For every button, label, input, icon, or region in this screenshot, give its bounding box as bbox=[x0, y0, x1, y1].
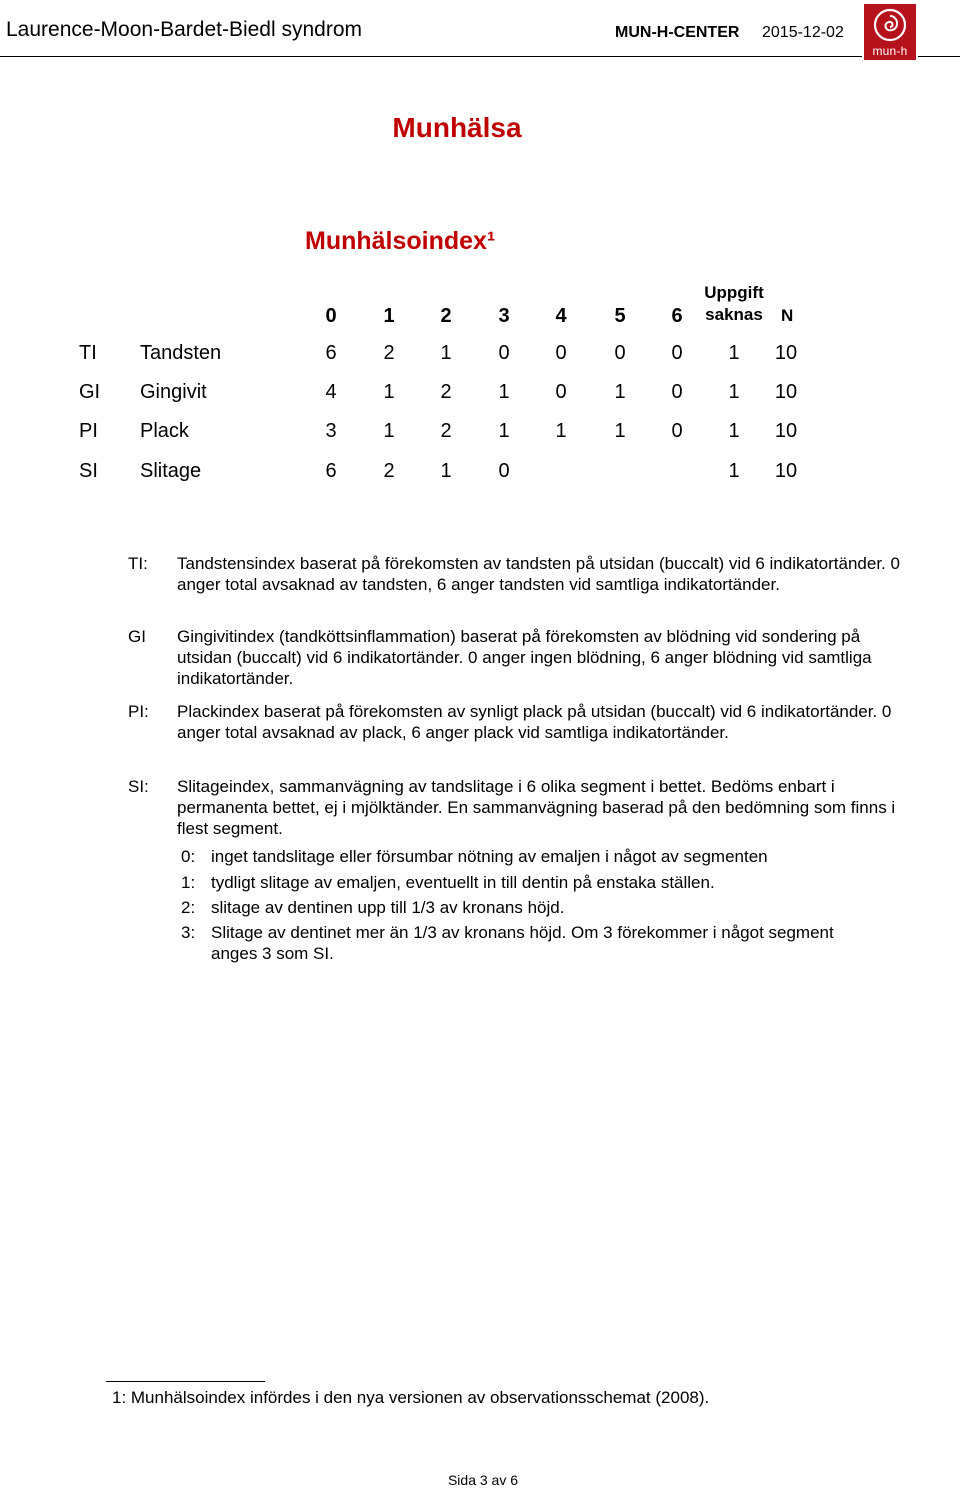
missing-header-line2: saknas bbox=[705, 305, 763, 324]
table-cell: 0 bbox=[671, 381, 683, 403]
table-cell: 1 bbox=[498, 420, 510, 442]
table-cell: 4 bbox=[325, 381, 337, 403]
header-divider bbox=[0, 56, 862, 57]
table-cell: 1 bbox=[498, 381, 510, 403]
table-cell: 0 bbox=[671, 342, 683, 364]
wear-scale-description: Slitage av dentinet mer än 1/3 av kronans höjd. Om 3 förekommer i något segment anges 3 som SI. bbox=[211, 923, 834, 963]
row-name: Plack bbox=[140, 420, 189, 442]
row-name: Slitage bbox=[140, 460, 202, 482]
table-cell: 1 bbox=[614, 420, 626, 442]
wear-scale-description: inget tandslitage eller försumbar nötning av emaljen i något av segmenten bbox=[211, 847, 768, 866]
missing-count-cell: 1 bbox=[728, 381, 740, 403]
wear-scale-description: slitage av dentinen upp till 1/3 av kronans höjd. bbox=[211, 898, 565, 917]
table-cell: 6 bbox=[325, 342, 337, 364]
document-date: 2015-12-02 bbox=[762, 24, 844, 41]
n-count-cell: 10 bbox=[774, 381, 798, 403]
score-column-header: 0 bbox=[325, 305, 337, 327]
footnote: 1: Munhälsoindex infördes i den nya versionen av observationsschemat (2008). bbox=[112, 1388, 710, 1407]
row-name: Gingivit bbox=[140, 381, 207, 403]
n-column-header: N bbox=[781, 306, 794, 325]
table-cell: 1 bbox=[383, 420, 395, 442]
row-name: Tandsten bbox=[140, 342, 222, 364]
score-column-header: 1 bbox=[383, 305, 395, 327]
organization-name: MUN-H-CENTER bbox=[615, 24, 740, 41]
definition-label: SI: bbox=[128, 777, 149, 796]
table-cell: 0 bbox=[555, 342, 567, 364]
wear-scale-level: 0: bbox=[181, 847, 196, 866]
wear-scale-level: 2: bbox=[181, 898, 196, 917]
table-cell: 1 bbox=[555, 420, 567, 442]
mun-h-logo bbox=[864, 4, 916, 60]
wear-scale-description: tydligt slitage av emaljen, eventuellt in till dentin på enstaka ställen. bbox=[211, 873, 715, 892]
table-cell: 0 bbox=[671, 420, 683, 442]
score-column-header: 2 bbox=[440, 305, 452, 327]
definition-label: TI: bbox=[128, 554, 148, 573]
footnote-divider bbox=[106, 1381, 265, 1382]
table-cell: 2 bbox=[440, 420, 452, 442]
row-code: TI bbox=[79, 342, 97, 364]
row-code: SI bbox=[79, 460, 98, 482]
table-cell: 6 bbox=[325, 460, 337, 482]
table-cell: 2 bbox=[383, 460, 395, 482]
table-cell: 0 bbox=[498, 342, 510, 364]
score-column-header: 3 bbox=[498, 305, 510, 327]
definition-text: Tandstensindex baserat på förekomsten av tandsten på utsidan (buccalt) vid 6 indikatortänder. 0 anger total avsaknad av tandsten, 6 anger tandsten vid samtliga indikatortänder. bbox=[177, 554, 900, 594]
score-column-header: 5 bbox=[614, 305, 626, 327]
row-code: GI bbox=[79, 381, 101, 403]
missing-count-cell: 1 bbox=[728, 420, 740, 442]
definition-text: Gingivitindex (tandköttsinflammation) baserat på förekomsten av blödning vid sondering på utsidan (buccalt) vid 6 indikatortänder. 0 anger ingen blödning, 6 anger blödning vid samtliga indikatortänder. bbox=[177, 627, 872, 688]
table-title: Munhälsoindex¹ bbox=[305, 227, 496, 255]
section-title: Munhälsa bbox=[392, 112, 522, 143]
spiral-icon bbox=[864, 4, 916, 46]
missing-header-line1: Uppgift bbox=[704, 283, 764, 302]
table-cell: 1 bbox=[383, 381, 395, 403]
table-cell: 3 bbox=[325, 420, 337, 442]
header-divider-right bbox=[918, 56, 960, 57]
table-cell: 2 bbox=[440, 381, 452, 403]
n-count-cell: 10 bbox=[774, 342, 798, 364]
table-cell: 1 bbox=[614, 381, 626, 403]
score-column-header: 4 bbox=[555, 305, 567, 327]
document-title: Laurence-Moon-Bardet-Biedl syndrom bbox=[6, 18, 363, 41]
wear-scale-level: 1: bbox=[181, 873, 196, 892]
table-cell: 1 bbox=[440, 460, 452, 482]
table-cell: 2 bbox=[383, 342, 395, 364]
table-cell: 0 bbox=[498, 460, 510, 482]
definition-label: GI bbox=[128, 627, 146, 646]
definition-text: Plackindex baserat på förekomsten av synligt plack på utsidan (buccalt) vid 6 indikatortänder. 0 anger total avsaknad av plack, 6 anger plack vid samtliga indikatortänder. bbox=[177, 702, 892, 742]
n-count-cell: 10 bbox=[774, 460, 798, 482]
table-cell: 0 bbox=[555, 381, 567, 403]
score-column-header: 6 bbox=[671, 305, 683, 327]
missing-count-cell: 1 bbox=[728, 342, 740, 364]
n-count-cell: 10 bbox=[774, 420, 798, 442]
page-number: Sida 3 av 6 bbox=[447, 1472, 519, 1488]
wear-scale-level: 3: bbox=[181, 923, 196, 942]
missing-count-cell: 1 bbox=[728, 460, 740, 482]
logo-text: mun-h bbox=[872, 44, 908, 58]
definition-label: PI: bbox=[128, 702, 149, 721]
table-cell: 0 bbox=[614, 342, 626, 364]
row-code: PI bbox=[79, 420, 98, 442]
table-cell: 1 bbox=[440, 342, 452, 364]
definition-text: Slitageindex, sammanvägning av tandslitage i 6 olika segment i bettet. Bedöms enbart i permanenta bettet, ej i mjölktänder. En sammanvägning baserad på den bedömning som finns i flest segment. bbox=[177, 777, 896, 838]
